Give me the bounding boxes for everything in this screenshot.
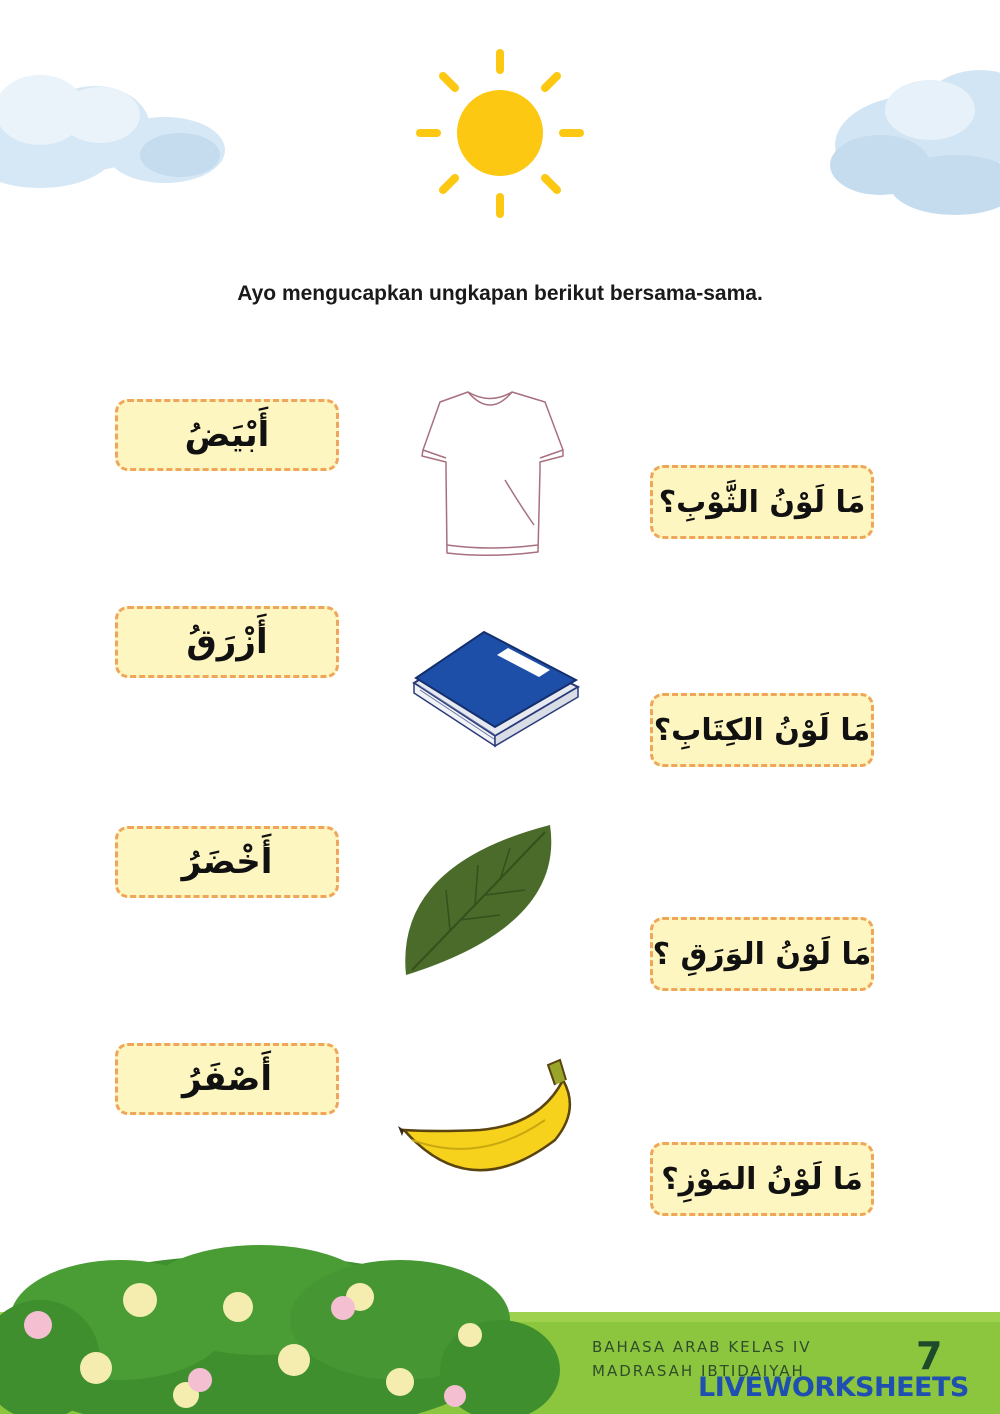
page-number: 7 bbox=[916, 1334, 943, 1378]
flower-bush bbox=[0, 1245, 560, 1414]
question-card-leaf[interactable]: مَا لَوْنُ الوَرَقِ ؟ bbox=[650, 917, 874, 991]
book-icon bbox=[414, 632, 578, 746]
question-card-shirt[interactable]: مَا لَوْنُ الثَّوْبِ؟ bbox=[650, 465, 874, 539]
cloud-left bbox=[0, 75, 225, 188]
answer-card-yellow[interactable]: أَصْفَرُ bbox=[115, 1043, 339, 1115]
answer-card-blue[interactable]: أَزْرَقُ bbox=[115, 606, 339, 678]
sun-icon bbox=[420, 53, 580, 214]
footer-subject: BAHASA ARAB KELAS IV bbox=[592, 1338, 812, 1356]
question-card-book[interactable]: مَا لَوْنُ الكِتَابِ؟ bbox=[650, 693, 874, 767]
answer-card-green[interactable]: أَخْضَرُ bbox=[115, 826, 339, 898]
footer-school: MADRASAH IBTIDAIYAH bbox=[592, 1362, 805, 1380]
banana-icon bbox=[398, 1060, 570, 1170]
instruction-text: Ayo mengucapkan ungkapan berikut bersama-sama. bbox=[237, 282, 763, 305]
leaf-icon bbox=[405, 825, 551, 975]
cloud-right bbox=[830, 70, 1000, 215]
t-shirt-icon bbox=[422, 392, 563, 555]
answer-card-white[interactable]: أَبْيَضُ bbox=[115, 399, 339, 471]
liveworksheets-watermark: LIVEWORKSHEETS bbox=[698, 1372, 969, 1403]
question-card-banana[interactable]: مَا لَوْنُ المَوْزِ؟ bbox=[650, 1142, 874, 1216]
